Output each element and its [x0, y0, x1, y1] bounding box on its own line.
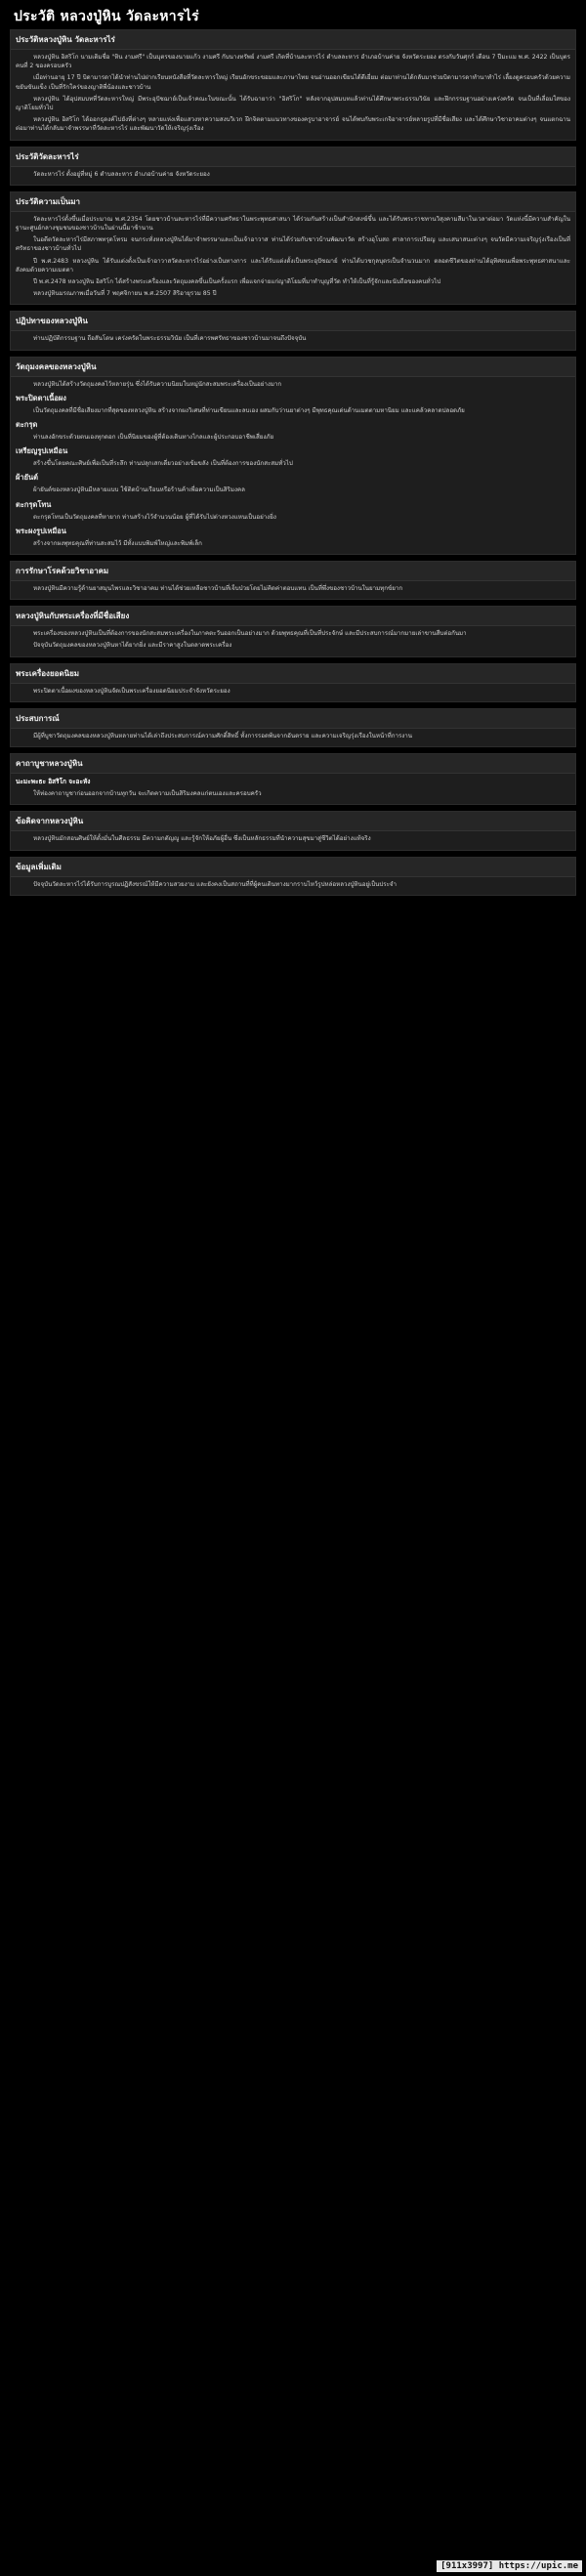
subsection-heading: พระปิดตาเนื้อผง: [16, 393, 66, 402]
page-title: ประวัติ หลวงปู่หิน วัดละหารไร่: [14, 9, 199, 24]
section-chant: [10, 753, 576, 805]
paragraph: หลวงปู่หิน อิสริโก ได้ออกธุดงค์ไปยังที่ต่างๆ หลายแห่งเพื่อแสวงหาความสงบวิเวก ฝึกจิตตามแนวทางของครูบาอาจารย์ จนได้พบกับพระเกจิอาจารย์หลายรูปที่มีชื่อเสียง และได้ศึกษาวิชาอาคมต่างๆ จนแตกฉาน ต่อมาท่านได้กลับมาจำพรรษาที่วัดละหารไร่ และพัฒนาวัดให้เจริญรุ่งเรือง: [16, 116, 570, 133]
paragraph: ในอดีตวัดละหารไร่มีสภาพทรุดโทรม จนกระทั่งหลวงปู่หินได้มาจำพรรษาและเป็นเจ้าอาวาส ท่านได้ร่วมกับชาวบ้านพัฒนาวัด สร้างอุโบสถ ศาลาการเปรียญ และเสนาสนะต่างๆ จนวัดมีความเจริญรุ่งเรืองเป็นที่ศรัทธาของชาวบ้านทั่วไป: [16, 236, 570, 253]
section-history: [10, 191, 576, 306]
section-amulets: [10, 357, 576, 555]
paragraph: ปี พ.ศ.2483 หลวงปู่หิน ได้รับแต่งตั้งเป็นเจ้าอาวาสวัดละหารไร่อย่างเป็นทางการ และได้รับแต่งตั้งเป็นพระอุปัชฌาย์ ท่านได้บวชกุลบุตรเป็นจำนวนมาก ตลอดชีวิตของท่านได้อุทิศตนเพื่อพระพุทธศาสนาและสังคมด้วยความเมตตา: [16, 257, 570, 274]
paragraph: ให้ท่องคาถาบูชาก่อนออกจากบ้านทุกวัน จะเกิดความเป็นสิริมงคลแก่ตนเองและครอบครัว: [33, 790, 262, 798]
section-heading: ประสบการณ์: [11, 709, 575, 729]
section-heading: หลวงปู่หินกับพระเครื่องที่มีชื่อเสียง: [11, 607, 575, 626]
paragraph: พระเครื่องของหลวงปู่หินเป็นที่ต้องการของนักสะสมพระเครื่องในภาคตะวันออกเป็นอย่างมาก ด้วยพุทธคุณที่เป็นที่ประจักษ์ และมีประสบการณ์มากมายเล่าขานสืบต่อกันมา: [33, 630, 467, 638]
paragraph: ปัจจุบันวัดละหารไร่ได้รับการบูรณปฏิสังขรณ์ให้มีความสวยงาม และยังคงเป็นสถานที่ที่ผู้คนเดินทางมากราบไหว้รูปหล่อหลวงปู่หินอยู่เป็นประจำ: [33, 880, 398, 888]
watermark-link[interactable]: [911x3997] https://upic.me: [437, 2560, 582, 2572]
chant-quote: นะมะพะธะ อิสริโก จะอะหัง: [16, 778, 91, 786]
paragraph: เมื่อท่านอายุ 17 ปี บิดามารดาได้นำท่านไปฝากเรียนหนังสือที่วัดละหารใหญ่ เรียนอักขระขอมและภาษาไทย จนอ่านออกเขียนได้ดีเยี่ยม ต่อมาท่านได้กลับมาช่วยบิดามารดาทำนาทำไร่ เลี้ยงดูครอบครัวด้วยความขยันขันแข็ง เป็นที่รักใคร่ของญาติพี่น้องและชาวบ้าน: [16, 74, 570, 91]
section-teachings: [10, 811, 576, 850]
article: [10, 29, 576, 902]
paragraph: สร้างจากผงพุทธคุณที่ท่านสะสมไว้ มีทั้งแบบพิมพ์ใหญ่และพิมพ์เล็ก: [33, 539, 202, 547]
section-heading: คาถาบูชาหลวงปู่หิน: [11, 754, 575, 774]
section-heading: ประวัติวัดละหารไร่: [11, 148, 575, 167]
paragraph: วัดละหารไร่ ตั้งอยู่ที่หมู่ 6 ตำบลละหาร อำเภอบ้านค่าย จังหวัดระยอง: [33, 170, 210, 178]
section-heading: พระเครื่องยอดนิยม: [11, 664, 575, 684]
section-healing: [10, 561, 576, 600]
subsection-heading: ตะกรุด: [16, 420, 38, 430]
section-biography: [10, 29, 576, 141]
paragraph: เป็นวัตถุมงคลที่มีชื่อเสียงมากที่สุดของหลวงปู่หิน สร้างจากผงวิเศษที่ท่านเขียนและลบเอง ผสมกับว่านยาต่างๆ มีพุทธคุณเด่นด้านเมตตามหานิยม และแคล้วคลาดปลอดภัย: [33, 406, 465, 414]
section-popular: [10, 663, 576, 702]
section-heading: ประวัติความเป็นมา: [11, 192, 575, 212]
paragraph: หลวงปู่หินได้สร้างวัตถุมงคลไว้หลายรุ่น ซึ่งได้รับความนิยมในหมู่นักสะสมพระเครื่องเป็นอย่างมาก: [33, 380, 282, 388]
paragraph: หลวงปู่หินมีความรู้ด้านยาสมุนไพรและวิชาอาคม ท่านได้ช่วยเหลือชาวบ้านที่เจ็บป่วยโดยไม่คิดค่าตอบแทน เป็นที่พึ่งของชาวบ้านในยามทุกข์ยาก: [33, 585, 403, 593]
paragraph: หลวงปู่หิน อิสริโก นามเดิมชื่อ "หิน งามศรี" เป็นบุตรของนายแก้ว งามศรี กับนางทรัพย์ งามศรี เกิดที่บ้านละหารไร่ ตำบลละหาร อำเภอบ้านค่าย จังหวัดระยอง ตรงกับวันศุกร์ เดือน 7 ปีมะแม พ.ศ. 2422 เป็นบุตรคนที่ 2 ของครอบครัว: [16, 54, 570, 70]
paragraph: หลวงปู่หินมักสอนศิษย์ให้ตั้งมั่นในศีลธรรม มีความกตัญญู และรู้จักให้อภัยผู้อื่น ซึ่งเป็นหลักธรรมที่นำความสุขมาสู่ชีวิตได้อย่างแท้จริง: [33, 835, 371, 843]
section-practice: [10, 311, 576, 350]
paragraph: ผ้ายันต์ของหลวงปู่หินมีหลายแบบ ใช้ติดบ้านเรือนหรือร้านค้าเพื่อความเป็นสิริมงคล: [33, 486, 245, 494]
paragraph: วัดละหารไร่ตั้งขึ้นเมื่อประมาณ พ.ศ.2354 โดยชาวบ้านละหารไร่ที่มีความศรัทธาในพระพุทธศาสนา ได้ร่วมกันสร้างเป็นสำนักสงฆ์ขึ้น และได้รับพระราชทานวิสุงคามสีมาในเวลาต่อมา วัดแห่งนี้มีความสำคัญในฐานะศูนย์กลางชุมชนของชาวบ้านในย่านนี้มาช้านาน: [16, 215, 570, 232]
paragraph: พระปิดตาเนื้อผงของหลวงปู่หินจัดเป็นพระเครื่องยอดนิยมประจำจังหวัดระยอง: [33, 687, 230, 695]
section-heading: ประวัติหลวงปู่หิน วัดละหารไร่: [11, 30, 575, 50]
subsection-heading: ผ้ายันต์: [16, 473, 38, 483]
section-heading: การรักษาโรคด้วยวิชาอาคม: [11, 562, 575, 581]
section-heading: วัตถุมงคลของหลวงปู่หิน: [11, 358, 575, 377]
section-heading: ข้อมูลเพิ่มเติม: [11, 858, 575, 877]
section-more-info: [10, 857, 576, 896]
paragraph: ปี พ.ศ.2478 หลวงปู่หิน อิสริโก ได้สร้างพระเครื่องและวัตถุมงคลขึ้นเป็นครั้งแรก เพื่อแจกจ่ายแก่ญาติโยมที่มาทำบุญที่วัด ทำให้เป็นที่รู้จักและนับถือของคนทั่วไป: [33, 278, 441, 286]
paragraph: ท่านลงอักขระด้วยตนเองทุกดอก เป็นที่นิยมของผู้ที่ต้องเดินทางไกลและผู้ประกอบอาชีพเสี่ยงภัย: [33, 434, 274, 442]
paragraph: ปัจจุบันวัตถุมงคลของหลวงปู่หินหาได้ยากยิ่ง และมีราคาสูงในตลาดพระเครื่อง: [33, 642, 232, 650]
section-heading: ข้อคิดจากหลวงปู่หิน: [11, 812, 575, 831]
paragraph: ท่านปฏิบัติกรรมฐาน ถือสันโดษ เคร่งครัดในพระธรรมวินัย เป็นที่เคารพศรัทธาของชาวบ้านมาจนถึงปัจจุบัน: [33, 335, 307, 343]
paragraph: ตะกรุดโทนเป็นวัตถุมงคลที่หายาก ท่านสร้างไว้จำนวนน้อย ผู้ที่ได้รับไปต่างหวงแหนเป็นอย่างยิ่ง: [33, 513, 276, 521]
subsection-heading: เหรียญรูปเหมือน: [16, 446, 68, 456]
section-temple-info: [10, 147, 576, 186]
subsection-heading: พระผงรูปเหมือน: [16, 526, 66, 535]
section-heading: ปฏิปทาของหลวงปู่หิน: [11, 312, 575, 331]
paragraph: สร้างขึ้นโดยคณะศิษย์เพื่อเป็นที่ระลึก ท่านปลุกเสกเดี่ยวอย่างเข้มขลัง เป็นที่ต้องการของนักสะสมทั่วไป: [33, 460, 293, 468]
paragraph: มีผู้ที่บูชาวัตถุมงคลของหลวงปู่หินหลายท่านได้เล่าถึงประสบการณ์ความศักดิ์สิทธิ์ ทั้งการรอดพ้นจากอันตราย และความเจริญรุ่งเรืองในหน้าที่การงาน: [33, 732, 412, 739]
paragraph: หลวงปู่หินมรณภาพเมื่อวันที่ 7 พฤศจิกายน พ.ศ.2507 สิริอายุรวม 85 ปี: [33, 290, 217, 298]
section-experiences: [10, 708, 576, 747]
section-famous-amulets: [10, 606, 576, 656]
subsection-heading: ตะกรุดโทน: [16, 499, 52, 509]
paragraph: หลวงปู่หิน ได้อุปสมบทที่วัดละหารใหญ่ มีพระอุปัชฌาย์เป็นเจ้าคณะในขณะนั้น ได้รับฉายาว่า "อิสริโก" หลังจากอุปสมบทแล้วท่านได้ศึกษาพระธรรมวินัย และฝึกกรรมฐานอย่างเคร่งครัด จนเป็นที่เลื่อมใสของญาติโยมทั่วไป: [16, 95, 570, 112]
